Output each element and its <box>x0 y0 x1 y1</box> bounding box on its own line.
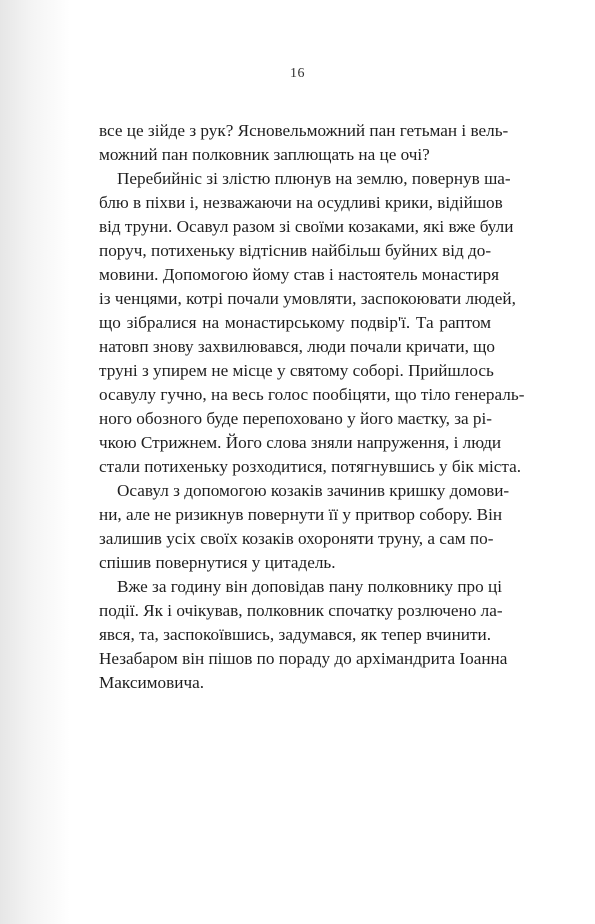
text-line: стали потихеньку розходитися, потягнувшись у бік міста. <box>99 457 521 476</box>
text-line: ного обозного буде перепоховано у його маєтку, за рі- <box>99 409 492 428</box>
text-line: явся, та, заспокоївшись, задумався, як тепер вчинити. <box>99 625 491 644</box>
text-line: все це зійде з рук? Ясновельможний пан гетьман і вель- <box>99 121 509 140</box>
text-line: Вже за годину він доповідав пану полковнику про ці <box>117 577 502 596</box>
text-line: поруч, потихеньку відтіснив найбільш буйних від до- <box>99 241 492 260</box>
page-gutter-shadow <box>0 0 70 924</box>
text-line: чкою Стрижнем. Його слова зняли напруження, і люди <box>99 433 502 452</box>
text-line: із ченцями, котрі почали умовляти, заспокоювати людей, <box>99 289 516 308</box>
text-line: труні з упирем не місце у святому соборі. Прийшлось <box>99 361 494 380</box>
text-line: залишив усіх своїх козаків охороняти труну, а сам по- <box>99 529 494 548</box>
page-number: 16 <box>290 66 305 81</box>
text-line: що зібралися на монастирському подвір'ї. Та раптом <box>99 313 491 332</box>
text-line: Максимовича. <box>99 673 205 692</box>
text-line: спішив повернутися у цитадель. <box>99 553 336 572</box>
text-line: можний пан полковник заплющать на це очі? <box>99 145 430 164</box>
text-line: ни, але не ризикнув повернути її у притвор собору. Він <box>99 505 503 524</box>
text-line: натовп знову захвилювався, люди почали кричати, що <box>99 337 495 356</box>
text-line: осавулу гучно, на весь голос пообіцяти, що тіло генераль- <box>99 385 525 404</box>
text-line: події. Як і очікував, полковник спочатку розлючено ла- <box>99 601 503 620</box>
text-line: блю в піхви і, незважаючи на осудливі крики, відійшов <box>99 193 503 212</box>
text-line: Перебийніс зі злістю плюнув на землю, повернув ша- <box>117 169 511 188</box>
text-line: Осавул з допомогою козаків зачинив кришку домови- <box>117 481 510 500</box>
text-line: від труни. Осавул разом зі своїми козаками, які вже були <box>99 217 514 236</box>
text-line: мовини. Допомогою йому став і настоятель монастиря <box>99 265 499 284</box>
text-line: Незабаром він пішов по пораду до архімандрита Іоанна <box>99 649 508 668</box>
